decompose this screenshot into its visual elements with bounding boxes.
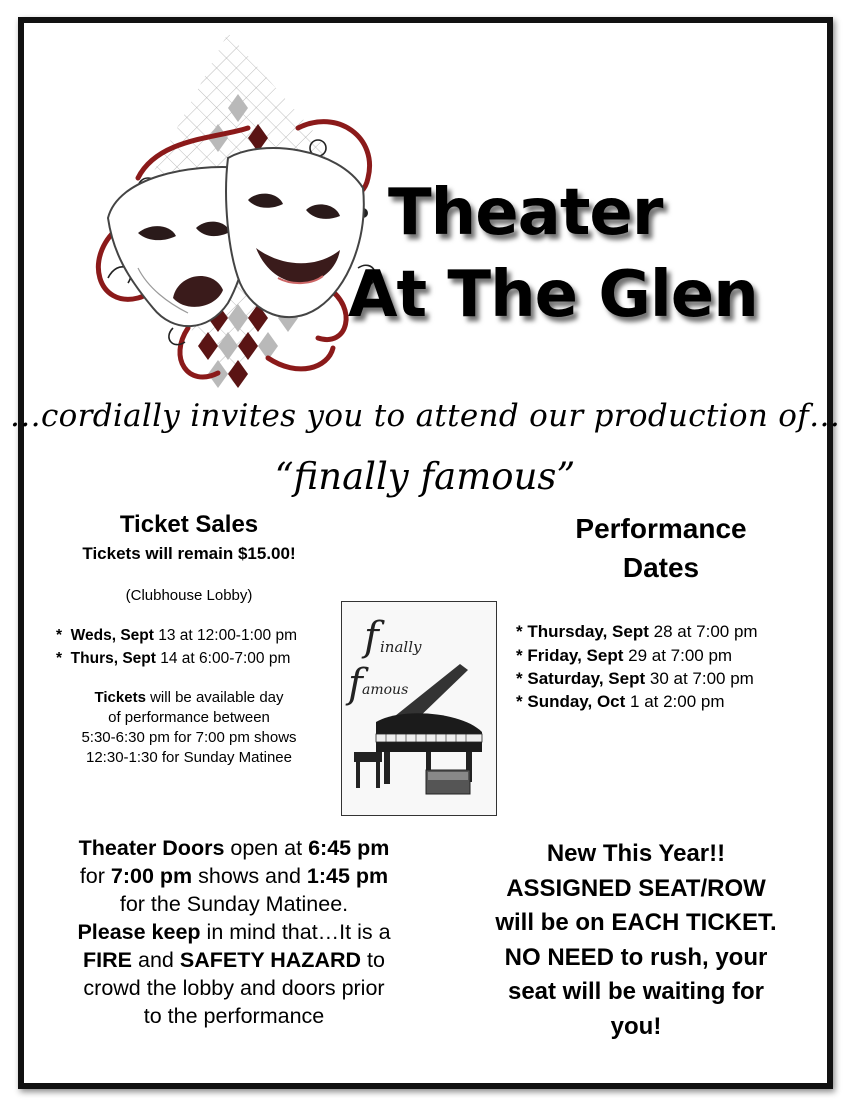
perf-time: 28 at 7:00 pm (648, 622, 758, 641)
notice-text: shows and (192, 864, 307, 888)
perf-time: 1 at 2:00 pm (625, 692, 725, 711)
notice-text: for (79, 864, 111, 888)
info-text: will be available day (145, 689, 284, 706)
invitation-text: …cordially invites you to attend our production of… (9, 398, 841, 434)
notice-line: to the performance (143, 1004, 325, 1028)
notice-line (48, 946, 420, 974)
sale-day-sep: , Sept (111, 627, 154, 644)
poster-art (342, 602, 496, 815)
bullet: * (56, 627, 63, 644)
notice-text: open at (224, 836, 309, 860)
notice-bold: Theater Doors (78, 836, 225, 860)
comedy-mask (226, 148, 364, 317)
info-line: 12:30-1:30 for Sunday Matinee (86, 749, 292, 766)
notice-line (48, 862, 420, 890)
notice-line: NO NEED to rush, your (504, 943, 768, 971)
poster-word2: amous (362, 682, 409, 698)
performance-date (516, 646, 732, 666)
finally-famous-poster (341, 601, 497, 816)
notice-bold: Please keep (77, 920, 201, 944)
theater-doors-notice (48, 834, 420, 1030)
notice-line: seat will be waiting for (507, 978, 765, 1005)
notice-line (48, 834, 420, 862)
performance-date (516, 622, 758, 642)
perf-day: Friday, Sept (527, 646, 624, 665)
title-line-2: At The Glen (348, 258, 758, 332)
sale-day: Thurs, Sept (70, 650, 156, 667)
bullet: * (516, 692, 523, 711)
info-line: 5:30-6:30 pm for 7:00 pm shows (81, 729, 297, 746)
poster-f1: f (364, 614, 379, 660)
theater-masks-logo (78, 28, 398, 398)
show-title: “finally famous” (274, 455, 576, 498)
notice-line: for the Sunday Matinee. (119, 892, 349, 916)
notice-bold: FIRE (83, 948, 133, 972)
notice-line: you! (610, 1012, 662, 1040)
performance-date (516, 692, 725, 712)
ticket-availability-info (40, 688, 338, 768)
bullet: * (56, 650, 63, 667)
ticket-sale-date (56, 627, 297, 645)
perf-time: 30 at 7:00 pm (645, 669, 754, 688)
bullet: * (516, 622, 523, 641)
ticket-sale-date (56, 650, 290, 668)
bullet: * (516, 669, 523, 688)
bullet: * (516, 646, 523, 665)
info-bold: Tickets (94, 689, 146, 706)
ticket-location: (Clubhouse Lobby) (125, 587, 253, 604)
info-line (40, 688, 338, 708)
perf-day: Saturday, Sept (527, 669, 646, 688)
notice-text: in mind that…It is a (200, 920, 391, 944)
notice-bold: 7:00 pm (110, 864, 193, 888)
sale-time: 14 at 6:00-7:00 pm (155, 650, 291, 667)
notice-text: to (361, 948, 385, 972)
perf-day: Thursday, Sept (527, 622, 649, 641)
notice-line: crowd the lobby and doors prior (83, 976, 385, 1000)
info-line: of performance between (108, 709, 270, 726)
title-line-1: Theater (388, 176, 663, 250)
notice-line: ASSIGNED SEAT/ROW (506, 874, 766, 902)
heading-line: Performance (575, 513, 747, 544)
notice-line: New This Year!! (546, 840, 726, 867)
notice-line (48, 918, 420, 946)
sale-time: 13 at 12:00-1:00 pm (153, 627, 297, 644)
ticket-sales-heading: Ticket Sales (119, 511, 259, 538)
heading-line: Dates (622, 552, 700, 583)
notice-bold: 1:45 pm (306, 864, 389, 888)
ticket-price: Tickets will remain $15.00! (82, 544, 296, 563)
poster-word1: inally (380, 638, 422, 656)
perf-day: Sunday, Oct (527, 692, 626, 711)
new-this-year-notice (460, 837, 812, 1044)
poster-f2: f (348, 661, 363, 707)
notice-text: and (132, 948, 180, 972)
performance-dates-heading (520, 509, 802, 587)
performance-date (516, 669, 754, 689)
perf-time: 29 at 7:00 pm (623, 646, 733, 665)
notice-line: will be on EACH TICKET. (495, 909, 777, 936)
notice-bold: SAFETY HAZARD (179, 948, 362, 972)
sale-day: Weds (70, 627, 112, 644)
notice-bold: 6:45 pm (308, 836, 390, 860)
